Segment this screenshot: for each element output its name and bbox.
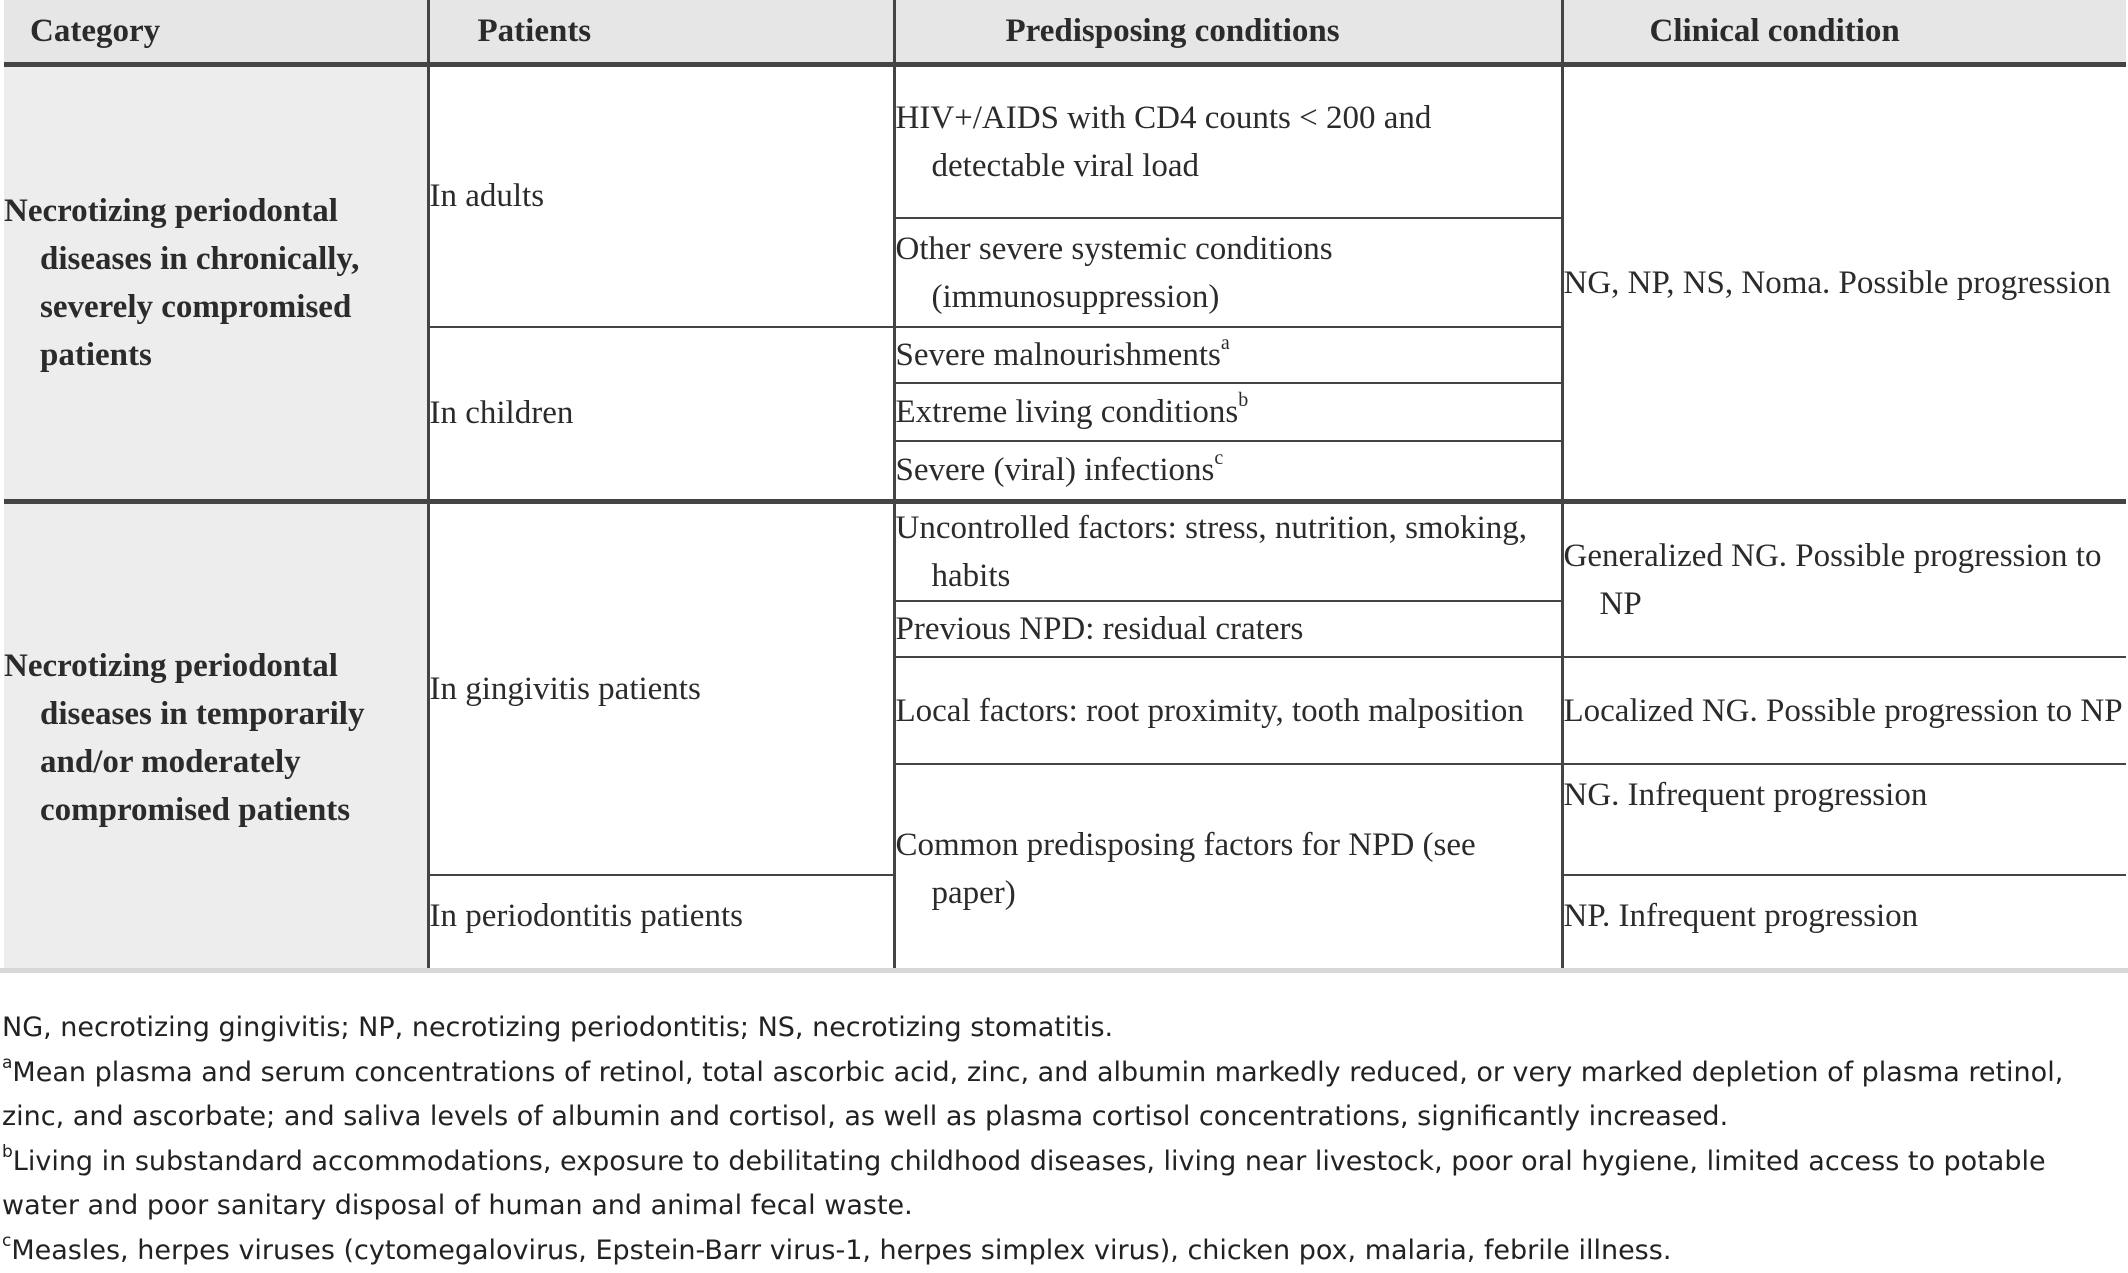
footnote-mark-c: c bbox=[1214, 447, 1223, 469]
table-row bbox=[4, 64, 2126, 218]
condition-living bbox=[894, 383, 1562, 441]
patients-periodontitis: In periodontitis patients bbox=[428, 875, 894, 972]
condition-text: Previous NPD: residual craters bbox=[896, 605, 1561, 653]
clinical-np-infrequent: NP. Infrequent progression bbox=[1562, 875, 2126, 972]
header-category: Category bbox=[4, 0, 428, 64]
table-bottom-rule bbox=[0, 968, 2128, 973]
condition-hiv bbox=[894, 64, 1562, 218]
footnote-c-text: Measles, herpes viruses (cytomegalovirus, Epstein-Barr virus-1, herpes simplex virus), chicken pox, malaria, febrile illness. bbox=[11, 1235, 1671, 1266]
header-clinical-condition: Clinical condition bbox=[1562, 0, 2126, 64]
condition-uncontrolled bbox=[894, 501, 1562, 601]
clinical-text: NG, NP, NS, Noma. Possible progression bbox=[1564, 259, 2127, 307]
table-header-row bbox=[4, 0, 2126, 64]
footnote-mark-a: a bbox=[1221, 332, 1230, 354]
clinical-group1 bbox=[1562, 64, 2126, 501]
patients-adults: In adults bbox=[428, 64, 894, 327]
condition-malnourishment bbox=[894, 327, 1562, 383]
condition-text: Other severe systemic conditions (immunosuppression) bbox=[896, 225, 1561, 321]
footnote-b-text: Living in substandard accommodations, exposure to debilitating childhood diseases, living near livestock, poor oral hygiene, limited access to potable water and poor sanitary disposal of human and animal fecal waste. bbox=[2, 1146, 2046, 1222]
npd-classification-table bbox=[4, 0, 2126, 972]
condition-previous-npd bbox=[894, 601, 1562, 657]
condition-text: Severe malnourishments bbox=[896, 337, 1221, 373]
footnote-c-mark: c bbox=[2, 1231, 11, 1251]
clinical-generalized bbox=[1562, 501, 2126, 657]
condition-infections bbox=[894, 441, 1562, 501]
condition-text: HIV+/AIDS with CD4 counts < 200 and detectable viral load bbox=[896, 94, 1561, 190]
condition-local bbox=[894, 657, 1562, 764]
clinical-localized bbox=[1562, 657, 2126, 764]
condition-text: Severe (viral) infections bbox=[896, 452, 1215, 488]
category-text: Necrotizing periodontal diseases in chronically, severely compromised patients bbox=[4, 187, 427, 379]
footnote-b-mark: b bbox=[2, 1142, 13, 1162]
condition-text: Extreme living conditions bbox=[896, 394, 1239, 430]
clinical-text: Localized NG. Possible progression to NP bbox=[1564, 687, 2127, 735]
footnote-mark-b: b bbox=[1238, 389, 1248, 411]
condition-systemic bbox=[894, 218, 1562, 327]
footnote-a bbox=[2, 1051, 2126, 1140]
condition-text: Uncontrolled factors: stress, nutrition, smoking, habits bbox=[896, 504, 1561, 600]
condition-text: Common predisposing factors for NPD (see paper) bbox=[896, 821, 1561, 917]
category-text: Necrotizing periodontal diseases in temporarily and/or moderately compromised patients bbox=[4, 642, 427, 834]
clinical-text: Generalized NG. Possible progression to NP bbox=[1564, 532, 2127, 628]
patients-children: In children bbox=[428, 327, 894, 501]
table-footnotes bbox=[2, 1006, 2126, 1273]
condition-text: Local factors: root proximity, tooth malposition bbox=[896, 687, 1561, 735]
footnote-a-mark: a bbox=[2, 1053, 12, 1073]
footnote-a-text: Mean plasma and serum concentrations of retinol, total ascorbic acid, zinc, and albumin markedly reduced, or very marked depletion of plasma retinol, zinc, and ascorbate; and saliva levels of albumin and cortisol, as well as plasma cortisol concentrations, significantly increased. bbox=[2, 1057, 2063, 1133]
header-patients: Patients bbox=[428, 0, 894, 64]
condition-common bbox=[894, 764, 1562, 972]
category-chronically-compromised bbox=[4, 64, 428, 501]
table-row bbox=[4, 501, 2126, 601]
category-temporarily-compromised bbox=[4, 501, 428, 972]
clinical-ng-infrequent: NG. Infrequent progression bbox=[1562, 764, 2126, 875]
footnote-c bbox=[2, 1229, 2126, 1273]
footnote-b bbox=[2, 1140, 2126, 1229]
patients-gingivitis: In gingivitis patients bbox=[428, 501, 894, 875]
header-predisposing-conditions: Predisposing conditions bbox=[894, 0, 1562, 64]
footnote-abbreviations: NG, necrotizing gingivitis; NP, necrotizing periodontitis; NS, necrotizing stomatitis. bbox=[2, 1006, 2126, 1051]
